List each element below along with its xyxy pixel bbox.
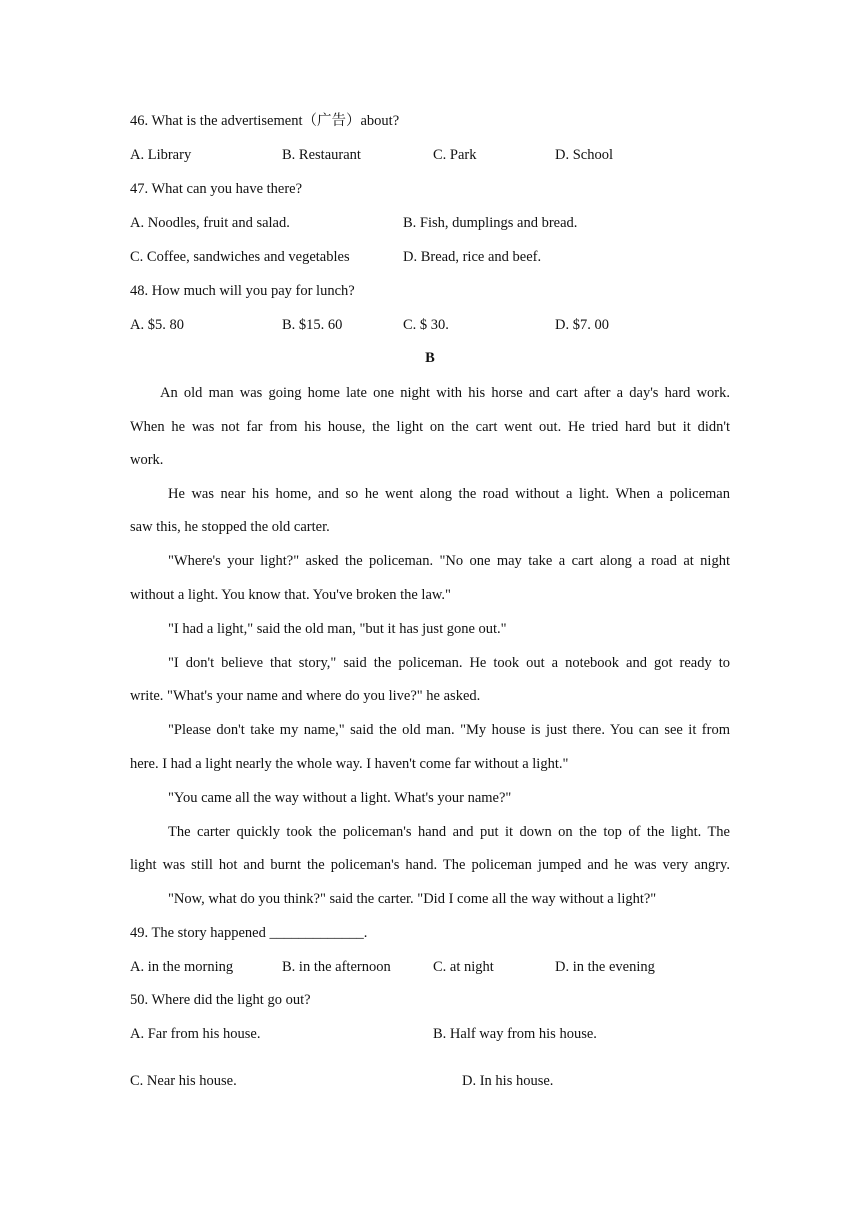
passage-line: light was still hot and burnt the policeman's hand. The policeman jumped and he was very angry. [130, 857, 730, 873]
option-49-c: C. at night [433, 959, 494, 975]
option-48-b: B. $15. 60 [282, 317, 343, 333]
option-50-b: B. Half way from his house. [433, 1026, 597, 1042]
passage-line: here. I had a light nearly the whole way. I haven't come far without a light." [130, 756, 569, 772]
option-50-c: C. Near his house. [130, 1073, 237, 1089]
passage-line: write. "What's your name and where do you live?" he asked. [130, 688, 481, 704]
passage-line: When he was not far from his house, the light on the cart went out. He tried hard but it didn't [130, 419, 730, 435]
section-b-heading: B [425, 350, 435, 366]
passage-line: "Now, what do you think?" said the carter. "Did I come all the way without a light?" [168, 891, 657, 907]
option-47-d: D. Bread, rice and beef. [403, 249, 542, 265]
passage-line: "I had a light," said the old man, "but it has just gone out." [168, 621, 507, 637]
option-49-a: A. in the morning [130, 959, 234, 975]
option-49-b: B. in the afternoon [282, 959, 391, 975]
option-46-b: B. Restaurant [282, 147, 361, 163]
option-46-d: D. School [555, 147, 613, 163]
option-47-b: B. Fish, dumplings and bread. [403, 215, 578, 231]
passage-line: "You came all the way without a light. What's your name?" [168, 790, 512, 806]
option-46-a: A. Library [130, 147, 192, 163]
option-48-a: A. $5. 80 [130, 317, 184, 333]
question-50: 50. Where did the light go out? [130, 992, 311, 1008]
passage-line: "Where's your light?" asked the policeman. "No one may take a cart along a road at night [168, 553, 730, 569]
passage-line: "I don't believe that story," said the policeman. He took out a notebook and got ready to [168, 655, 730, 671]
passage-line: "Please don't take my name," said the old man. "My house is just there. You can see it from [168, 722, 730, 738]
option-48-c: C. $ 30. [403, 317, 449, 333]
passage-line: The carter quickly took the policeman's hand and put it down on the top of the light. The [168, 824, 730, 840]
passage-line: He was near his home, and so he went along the road without a light. When a policeman [168, 486, 730, 502]
passage-line: saw this, he stopped the old carter. [130, 519, 330, 535]
option-50-a: A. Far from his house. [130, 1026, 261, 1042]
question-46: 46. What is the advertisement（广告）about? [130, 113, 400, 129]
option-47-c: C. Coffee, sandwiches and vegetables [130, 249, 350, 265]
passage-line: work. [130, 452, 164, 468]
question-48: 48. How much will you pay for lunch? [130, 283, 355, 299]
option-49-d: D. in the evening [555, 959, 655, 975]
option-50-d: D. In his house. [462, 1073, 554, 1089]
option-47-a: A. Noodles, fruit and salad. [130, 215, 290, 231]
option-46-c: C. Park [433, 147, 477, 163]
passage-line: An old man was going home late one night with his horse and cart after a day's hard work. [160, 385, 730, 401]
passage-line: without a light. You know that. You've broken the law." [130, 587, 451, 603]
question-47: 47. What can you have there? [130, 181, 303, 197]
question-49: 49. The story happened _____________. [130, 925, 368, 941]
option-48-d: D. $7. 00 [555, 317, 609, 333]
